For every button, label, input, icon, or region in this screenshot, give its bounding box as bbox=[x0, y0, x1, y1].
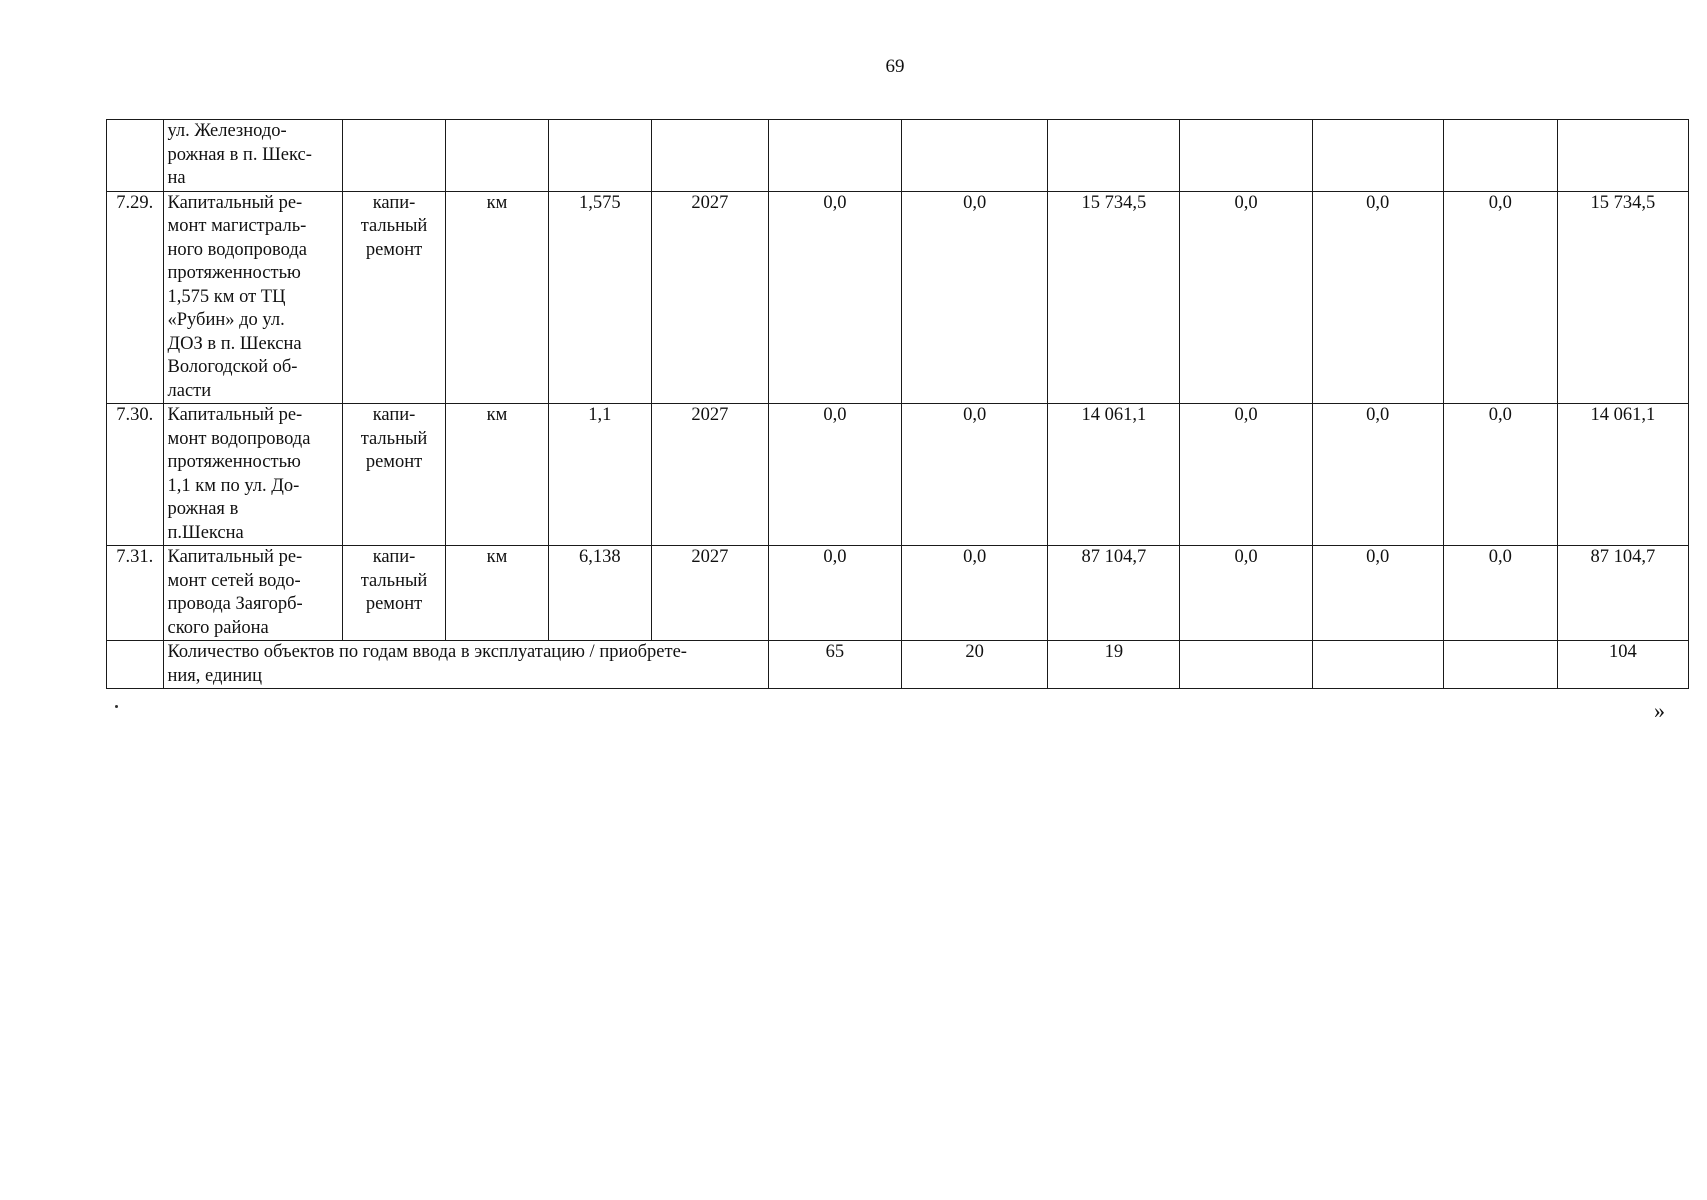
table-row bbox=[107, 191, 1689, 404]
scan-artifact bbox=[115, 705, 118, 708]
row-number: 7.31. bbox=[107, 546, 164, 641]
total-value: 15 734,5 bbox=[1557, 191, 1688, 404]
unit: км bbox=[445, 546, 548, 641]
page-number: 69 bbox=[885, 56, 905, 77]
capacity: 1,575 bbox=[548, 191, 651, 404]
table-row bbox=[107, 120, 1689, 192]
capacity: 1,1 bbox=[548, 404, 651, 546]
year-value: 87 104,7 bbox=[1048, 546, 1180, 641]
year-value: 0,0 bbox=[1312, 404, 1443, 546]
summary-empty-cell bbox=[107, 641, 164, 689]
commissioning-year: 2027 bbox=[651, 546, 768, 641]
commissioning-year: 2027 bbox=[651, 404, 768, 546]
closing-quote-mark: » bbox=[1654, 698, 1665, 723]
total-value: 14 061,1 bbox=[1557, 404, 1688, 546]
year-value: 0,0 bbox=[902, 404, 1048, 546]
row-number: 7.29. bbox=[107, 191, 164, 404]
object-name: Капитальный ре- монт водопровода протяженностью 1,1 км по ул. До- рожная в п.Шексна bbox=[163, 404, 343, 546]
summary-value: 20 bbox=[902, 641, 1048, 689]
year-value: 0,0 bbox=[1180, 191, 1312, 404]
year-value: 0,0 bbox=[902, 191, 1048, 404]
year-value: 14 061,1 bbox=[1048, 404, 1180, 546]
year-value bbox=[902, 120, 1048, 192]
row-number bbox=[107, 120, 164, 192]
year-value: 0,0 bbox=[1312, 546, 1443, 641]
table-row bbox=[107, 546, 1689, 641]
object-name: Капитальный ре- монт магистраль- ного водопровода протяженностью 1,575 км от ТЦ «Рубин» до ул. ДОЗ в п. Шексна Вологодской об- ласти bbox=[163, 191, 343, 404]
year-value bbox=[1443, 120, 1557, 192]
year-value: 0,0 bbox=[1443, 191, 1557, 404]
summary-value bbox=[1180, 641, 1312, 689]
year-value bbox=[1312, 120, 1443, 192]
year-value bbox=[1048, 120, 1180, 192]
row-number: 7.30. bbox=[107, 404, 164, 546]
object-name: Капитальный ре- монт сетей водо- провода Заягорб- ского района bbox=[163, 546, 343, 641]
summary-value: 19 bbox=[1048, 641, 1180, 689]
summary-value bbox=[1312, 641, 1443, 689]
summary-label: Количество объектов по годам ввода в эксплуатацию / приобрете- ния, единиц bbox=[163, 641, 768, 689]
summary-row bbox=[107, 641, 1689, 689]
capacity bbox=[548, 120, 651, 192]
work-type: капи- тальный ремонт bbox=[343, 191, 446, 404]
year-value: 0,0 bbox=[1180, 546, 1312, 641]
total-value bbox=[1557, 120, 1688, 192]
summary-value bbox=[1443, 641, 1557, 689]
unit: км bbox=[445, 404, 548, 546]
year-value bbox=[1180, 120, 1312, 192]
work-type bbox=[343, 120, 446, 192]
year-value: 15 734,5 bbox=[1048, 191, 1180, 404]
summary-total: 104 bbox=[1557, 641, 1688, 689]
work-type: капи- тальный ремонт bbox=[343, 546, 446, 641]
commissioning-year bbox=[651, 120, 768, 192]
commissioning-year: 2027 bbox=[651, 191, 768, 404]
capacity: 6,138 bbox=[548, 546, 651, 641]
unit bbox=[445, 120, 548, 192]
year-value: 0,0 bbox=[1312, 191, 1443, 404]
year-value: 0,0 bbox=[768, 191, 901, 404]
table-body bbox=[107, 120, 1689, 689]
year-value: 0,0 bbox=[1443, 546, 1557, 641]
year-value: 0,0 bbox=[768, 546, 901, 641]
total-value: 87 104,7 bbox=[1557, 546, 1688, 641]
year-value bbox=[768, 120, 901, 192]
year-value: 0,0 bbox=[768, 404, 901, 546]
year-value: 0,0 bbox=[902, 546, 1048, 641]
year-value: 0,0 bbox=[1180, 404, 1312, 546]
work-type: капи- тальный ремонт bbox=[343, 404, 446, 546]
object-name: ул. Железнодо- рожная в п. Шекс- на bbox=[163, 120, 343, 192]
table-row bbox=[107, 404, 1689, 546]
year-value: 0,0 bbox=[1443, 404, 1557, 546]
summary-value: 65 bbox=[768, 641, 901, 689]
unit: км bbox=[445, 191, 548, 404]
investment-table bbox=[106, 119, 1689, 689]
